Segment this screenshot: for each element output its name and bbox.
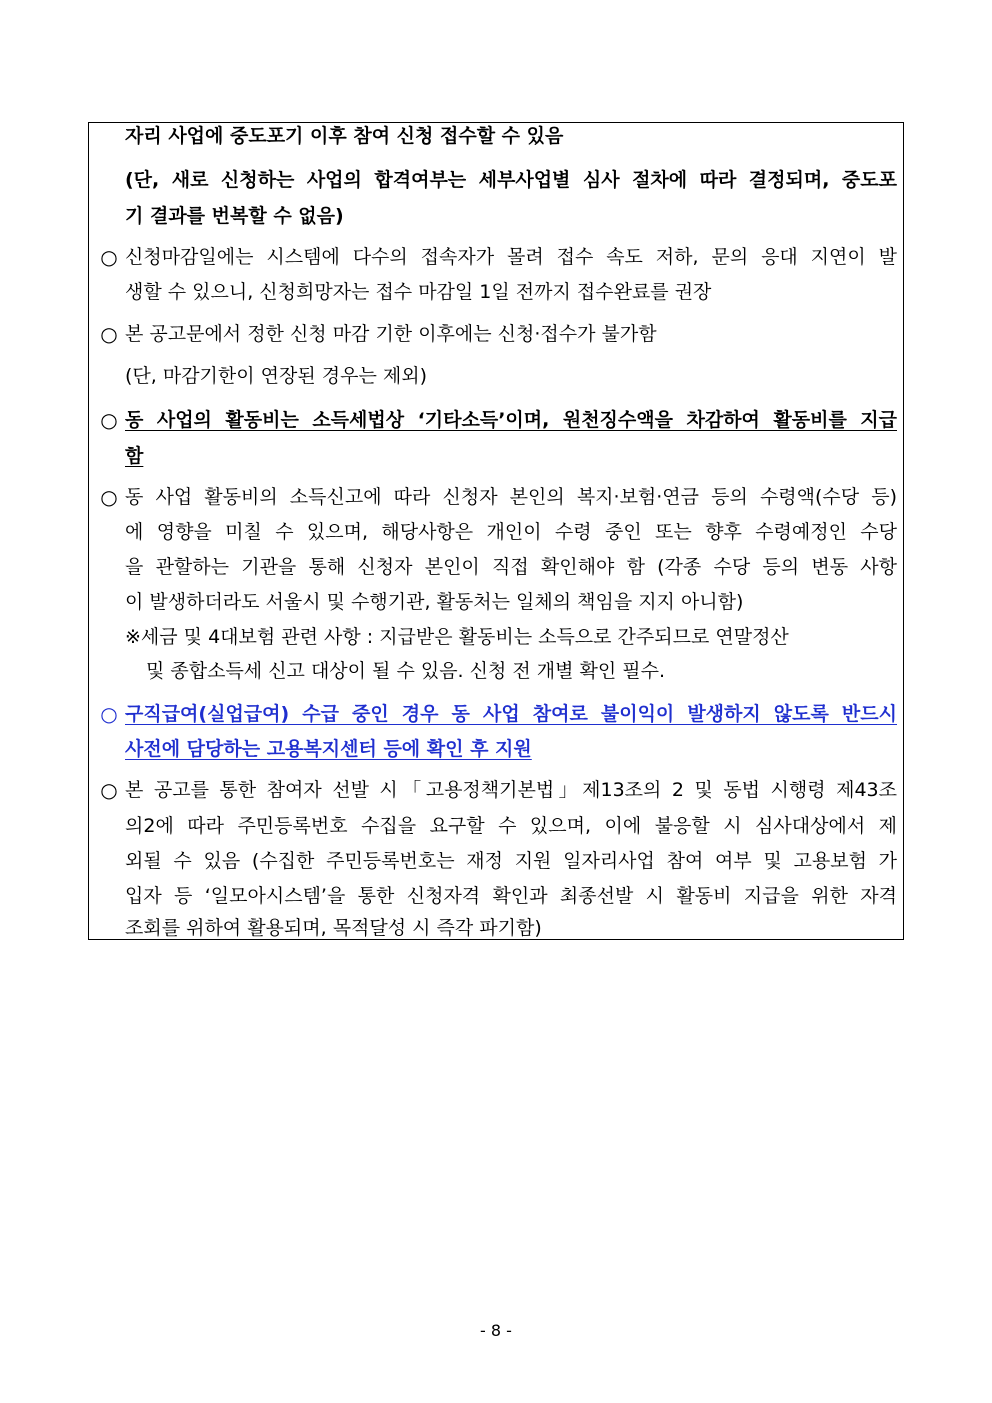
text-line: (단, 마감기한이 연장된 경우는 제외) — [125, 365, 427, 387]
circle-bullet-icon: ○ — [100, 322, 118, 346]
notice-box — [88, 122, 904, 940]
text-line: 동 사업 활동비의 소득신고에 따라 신청자 본인의 복지‧보험‧연금 등의 수령액(수당 등) — [125, 486, 897, 508]
text-line: 기 결과를 번복할 수 없음) — [125, 205, 344, 227]
text-line: 신청마감일에는 시스템에 다수의 접속자가 몰려 접수 속도 저하, 문의 응대 지연이 발 — [125, 246, 897, 268]
text-line: 이 발생하더라도 서울시 및 수행기관, 활동처는 일체의 책임을 지지 아니함) — [125, 591, 744, 613]
text-line: 의2에 따라 주민등록번호 수집을 요구할 수 있으며, 이에 불응할 시 심사대상에서 제 — [125, 815, 897, 837]
note-line: 및 종합소득세 신고 대상이 될 수 있음. 신청 전 개별 확인 필수. — [146, 660, 666, 682]
reference-mark-icon: ※ — [125, 626, 141, 648]
circle-bullet-icon: ○ — [100, 702, 118, 726]
page-number: - 8 - — [480, 1321, 512, 1340]
text-line: 동 사업의 활동비는 소득세법상 ‘기타소득’이며, 원천징수액을 차감하여 활동비를 지급 — [125, 409, 897, 431]
text-line: 본 공고를 통한 참여자 선발 시「고용정책기본법」제13조의 2 및 동법 시행령 제43조 — [125, 779, 897, 801]
circle-bullet-icon: ○ — [100, 245, 118, 269]
text-line: 을 관할하는 기관을 통해 신청자 본인이 직접 확인해야 함 (각종 수당 등의 변동 사항 — [125, 556, 897, 578]
text-line: 조회를 위하여 활용되며, 목적달성 시 즉각 파기함) — [125, 917, 542, 939]
circle-bullet-icon: ○ — [100, 485, 118, 509]
text-line: 구직급여(실업급여) 수급 중인 경우 동 사업 참여로 불이익이 발생하지 않도록 반드시 — [125, 703, 897, 725]
text-line: 사전에 담당하는 고용복지센터 등에 확인 후 지원 — [125, 738, 532, 760]
note-line: ※세금 및 4대보험 관련 사항 : 지급받은 활동비는 소득으로 간주되므로 연말정산 — [125, 626, 789, 648]
text-line: 생할 수 있으니, 신청희망자는 접수 마감일 1일 전까지 접수완료를 권장 — [125, 281, 712, 303]
text-line: 외될 수 있음 (수집한 주민등록번호는 재정 지원 일자리사업 참여 여부 및 고용보험 가 — [125, 850, 897, 872]
circle-bullet-icon: ○ — [100, 408, 118, 432]
text-line: 에 영향을 미칠 수 있으며, 해당사항은 개인이 수령 중인 또는 향후 수령예정인 수당 — [125, 521, 897, 543]
text-line: 함 — [125, 445, 144, 467]
text-line: 자리 사업에 중도포기 이후 참여 신청 접수할 수 있음 — [125, 125, 564, 147]
text-line: (단, 새로 신청하는 사업의 합격여부는 세부사업별 심사 절차에 따라 결정되며, 중도포 — [125, 169, 897, 191]
text-line: 본 공고문에서 정한 신청 마감 기한 이후에는 신청‧접수가 불가함 — [125, 323, 657, 345]
text-line: 입자 등 ‘일모아시스템’을 통한 신청자격 확인과 최종선발 시 활동비 지급을 위한 자격 — [125, 885, 897, 907]
circle-bullet-icon: ○ — [100, 778, 118, 802]
